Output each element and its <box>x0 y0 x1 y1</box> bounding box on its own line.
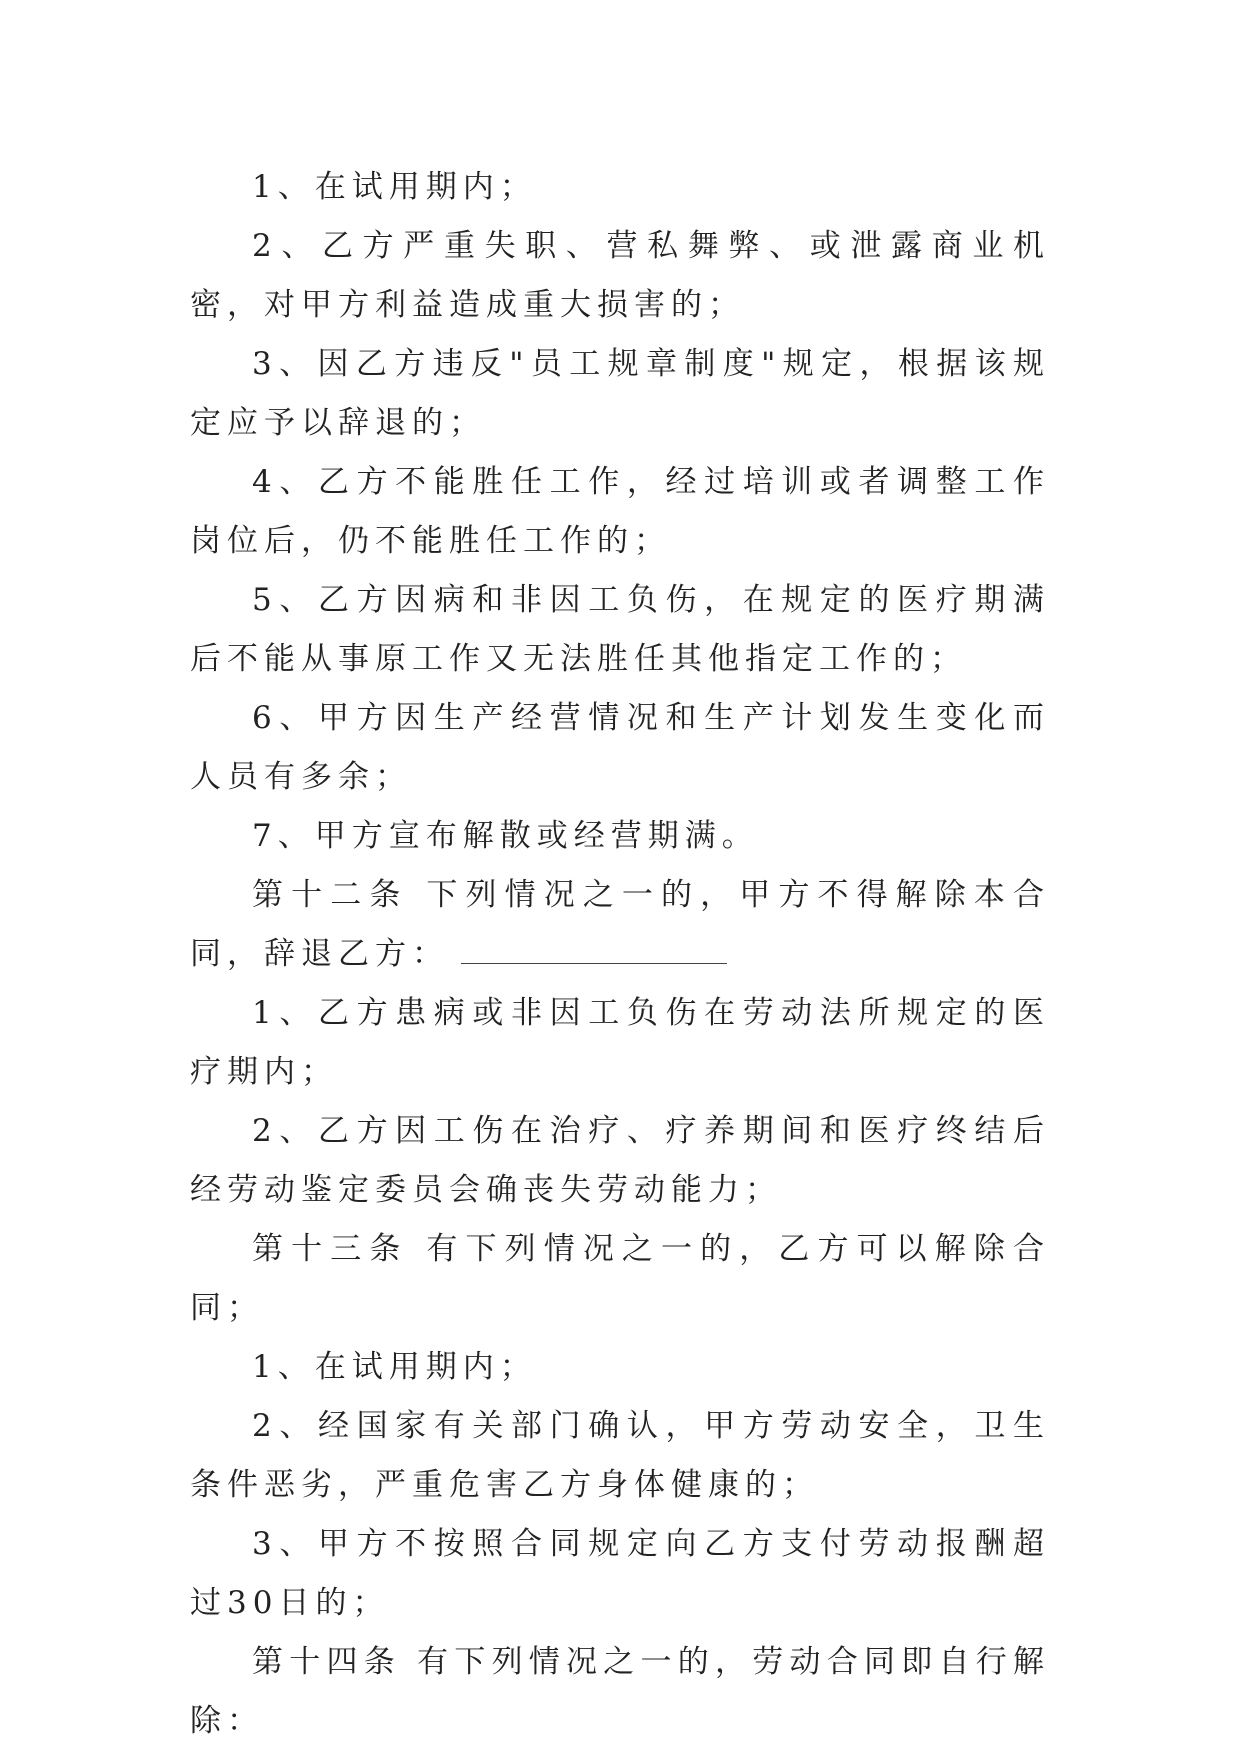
paragraph: 2、经国家有关部门确认，甲方劳动安全，卫生条件恶劣，严重危害乙方身体健康的； <box>190 1408 1050 1503</box>
paragraph: 3、因乙方违反"员工规章制度"规定，根据该规定应予以辞退的； <box>190 346 1050 441</box>
paragraph: 1、在试用期内； <box>252 169 537 205</box>
paragraph-text: 第十二条 下列情况之一的，甲方不得解除本合同，辞退乙方： <box>190 877 1050 972</box>
paragraph-article-12 <box>190 866 1050 984</box>
document-body <box>190 158 1050 1751</box>
paragraph: 2、乙方严重失职、营私舞弊、或泄露商业机密，对甲方利益造成重大损害的； <box>190 228 1050 323</box>
paragraph: 3、甲方不按照合同规定向乙方支付劳动报酬超过30日的； <box>190 1526 1050 1621</box>
paragraph: 6、甲方因生产经营情况和生产计划发生变化而人员有多余； <box>190 700 1050 795</box>
paragraph: 第十三条 有下列情况之一的，乙方可以解除合同； <box>190 1231 1050 1326</box>
paragraph: 1、乙方患病或非因工负伤在劳动法所规定的医疗期内； <box>190 995 1050 1090</box>
paragraph: 2、乙方因工伤在治疗、疗养期间和医疗终结后经劳动鉴定委员会确丧失劳动能力； <box>190 1113 1050 1208</box>
blank-line <box>461 933 727 964</box>
paragraph: 5、乙方因病和非因工负伤，在规定的医疗期满后不能从事原工作又无法胜任其他指定工作的； <box>190 582 1050 677</box>
paragraph: 第十四条 有下列情况之一的，劳动合同即自行解除： <box>190 1644 1050 1739</box>
paragraph: 4、乙方不能胜任工作，经过培训或者调整工作岗位后，仍不能胜任工作的； <box>190 464 1050 559</box>
paragraph: 1、在试用期内； <box>252 1349 537 1385</box>
paragraph: 7、甲方宣布解散或经营期满。 <box>252 818 759 854</box>
